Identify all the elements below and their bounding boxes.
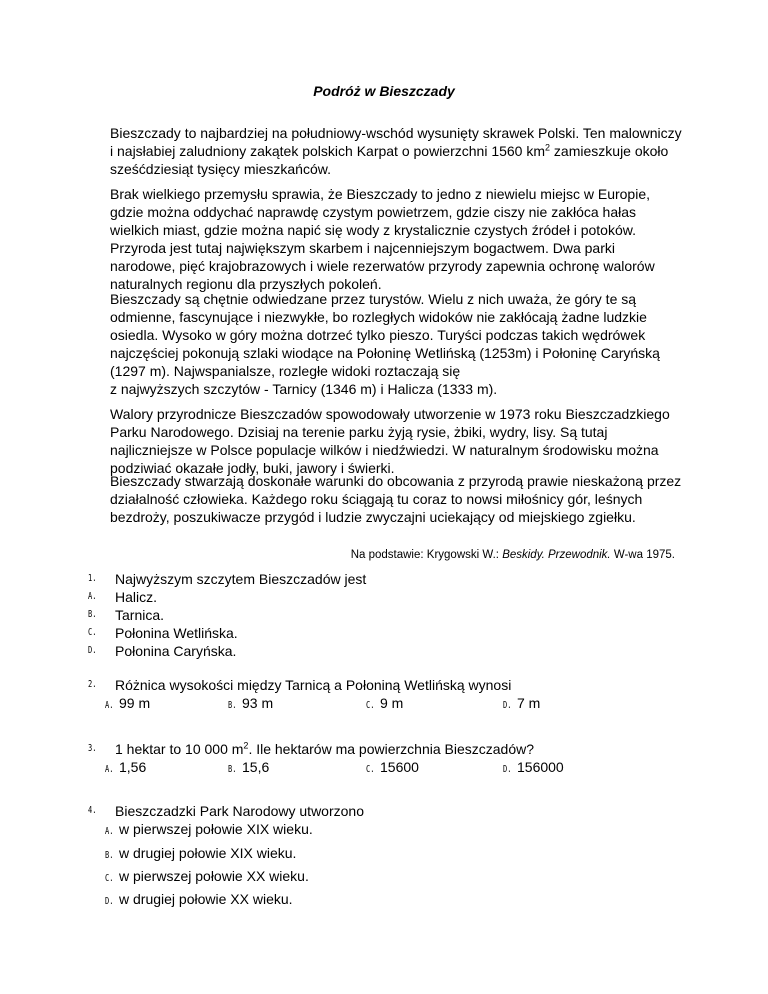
- q2-option-b-text: 93 m: [242, 695, 274, 711]
- q3-option-a-text: 1,56: [119, 759, 147, 775]
- q4-option-b-text: w drugiej połowie XIX wieku.: [119, 845, 297, 861]
- q4-option-d: [105, 890, 293, 911]
- q4-option-d-text: w drugiej połowie XX wieku.: [119, 891, 293, 907]
- q3-option-b-text: 15,6: [242, 759, 270, 775]
- paragraph-1-text-a: Bieszczady to najbardziej na południowy-wschód wysunięty skrawek Polski. Ten malowniczy i najsłabiej zaludniony zakątek polskich Karpat o powierzchni 1560 km: [110, 125, 682, 159]
- q4-option-a-marker: A.: [105, 826, 114, 837]
- q1-option-b-marker: B.: [88, 609, 97, 620]
- question-2-text: Różnica wysokości między Tarnicą a Połoniną Wetlińską wynosi: [115, 677, 512, 693]
- q3-option-c: [366, 758, 419, 779]
- q3-option-c-marker: C.: [366, 764, 375, 775]
- q3-option-d-text: 156000: [517, 759, 564, 775]
- q4-option-b-marker: B.: [105, 850, 114, 861]
- q2-option-d-text: 7 m: [517, 695, 541, 711]
- q2-option-a: [105, 694, 150, 715]
- paragraph-1-superscript: 2: [545, 142, 551, 153]
- q3-option-d: [503, 758, 564, 779]
- q2-option-c-marker: C.: [366, 700, 375, 711]
- q4-option-a: [105, 820, 313, 841]
- q1-option-a-marker: A.: [88, 591, 97, 602]
- q4-option-c-text: w pierwszej połowie XX wieku.: [119, 868, 309, 884]
- q1-option-d: Połonina Caryńska.: [115, 643, 237, 659]
- q4-option-c-marker: C.: [105, 873, 114, 884]
- q1-option-c: Połonina Wetlińska.: [115, 625, 238, 641]
- q4-option-b: [105, 844, 296, 865]
- paragraph-3: [110, 290, 682, 398]
- q1-option-b: Tarnica.: [115, 607, 165, 623]
- q4-option-a-text: w pierwszej połowie XIX wieku.: [119, 821, 313, 837]
- paragraph-1-text-b: zamieszkuje około sześćdziesiąt tysięcy mieszkańców.: [110, 143, 669, 177]
- source-suffix: W-wa 1975.: [610, 549, 675, 561]
- q2-option-c: [366, 694, 403, 715]
- q3-option-c-text: 15600: [380, 759, 419, 775]
- q3-option-a-marker: A.: [105, 764, 114, 775]
- q1-option-a: Halicz.: [115, 589, 158, 605]
- question-1-number: 1.: [88, 573, 97, 584]
- q2-option-a-marker: A.: [105, 700, 114, 711]
- q3-option-b: [228, 758, 269, 779]
- page-title: Podróż w Bieszczady: [313, 83, 455, 99]
- q1-option-c-marker: C.: [88, 627, 97, 638]
- question-3-superscript: 2: [243, 740, 249, 751]
- q2-option-c-text: 9 m: [380, 695, 404, 711]
- paragraph-3-text-b: z najwyższych szczytów - Tarnicy (1346 m) i Halicza (1333 m).: [110, 381, 498, 397]
- paragraph-3-text-a: Bieszczady są chętnie odwiedzane przez turystów. Wielu z nich uważa, że góry te są odmienne, fascynujące i niezwykłe, bo rozległych widoków nie zakłócają żadne ludzkie osiedla. Wysoko w góry można dotrzeć tylko pieszo. Turyści podczas takich wędrówek najczęściej pokonują szlaki wiodące na Połoninę Wetlińską (1253m) i Połoninę Caryńską (1297 m). Najwspanialsze, rozległe widoki roztaczają się: [110, 291, 660, 379]
- question-3-text-a: 1 hektar to 10 000 m: [115, 741, 244, 757]
- q2-option-d: [503, 694, 540, 715]
- source-prefix: Na podstawie: Krygowski W.:: [350, 549, 503, 561]
- question-3-number: 3.: [88, 743, 97, 754]
- q2-option-b: [228, 694, 273, 715]
- question-4-text: Bieszczadzki Park Narodowy utworzono: [115, 803, 364, 819]
- q2-option-d-marker: D.: [503, 700, 512, 711]
- q2-option-b-marker: B.: [228, 700, 237, 711]
- q3-option-d-marker: D.: [503, 764, 512, 775]
- q1-option-d-marker: D.: [88, 645, 97, 656]
- paragraph-5: Bieszczady stwarzają doskonałe warunki do obcowania z przyrodą prawie nieskażoną przez działalność człowieka. Każdego roku ściągają tu coraz to nowsi miłośnicy gór, leśnych bezdroży, poszukiwacze przygód i ludzie zwyczajni uciekający od miejskiego zgiełku.: [110, 473, 682, 525]
- source-citation: [351, 549, 675, 561]
- paragraph-2: Brak wielkiego przemysłu sprawia, że Bieszczady to jedno z niewielu miejsc w Europie, gdzie można oddychać naprawdę czystym powietrzem, gdzie ciszy nie zakłóca hałas wielkich miast, gdzie można napić się wody z krystalicznie czystych źródeł i potoków. Przyroda jest tutaj największym skarbem i najcenniejszym bogactwem. Dwa parki narodowe, pięć krajobrazowych i wiele rezerwatów przyrody zapewnia ochronę walorów naturalnych regionu dla przyszłych pokoleń.: [110, 186, 655, 292]
- paragraph-1: [110, 124, 682, 178]
- paragraph-4: Walory przyrodnicze Bieszczadów spowodowały utworzenie w 1973 roku Bieszczadzkiego Parku Narodowego. Dzisiaj na terenie parku żyją rysie, żbiki, wydry, lisy. Są tutaj najliczniejsze w Polsce populacje wilków i niedźwiedzi. W naturalnym środowisku można podziwiać okazałe jodły, buki, jawory i świerki.: [110, 406, 670, 476]
- q3-option-b-marker: B.: [228, 764, 237, 775]
- question-4-number: 4.: [88, 805, 97, 816]
- source-book: Beskidy. Przewodnik.: [502, 549, 611, 561]
- question-3-text-b: . Ile hektarów ma powierzchnia Bieszczadów?: [248, 741, 535, 757]
- question-3-text: [115, 740, 534, 758]
- q4-option-d-marker: D.: [105, 896, 114, 907]
- q2-option-a-text: 99 m: [119, 695, 151, 711]
- q3-option-a: [105, 758, 146, 779]
- q4-option-c: [105, 867, 309, 888]
- question-2-number: 2.: [88, 679, 97, 690]
- question-1-text: Najwyższym szczytem Bieszczadów jest: [115, 571, 367, 587]
